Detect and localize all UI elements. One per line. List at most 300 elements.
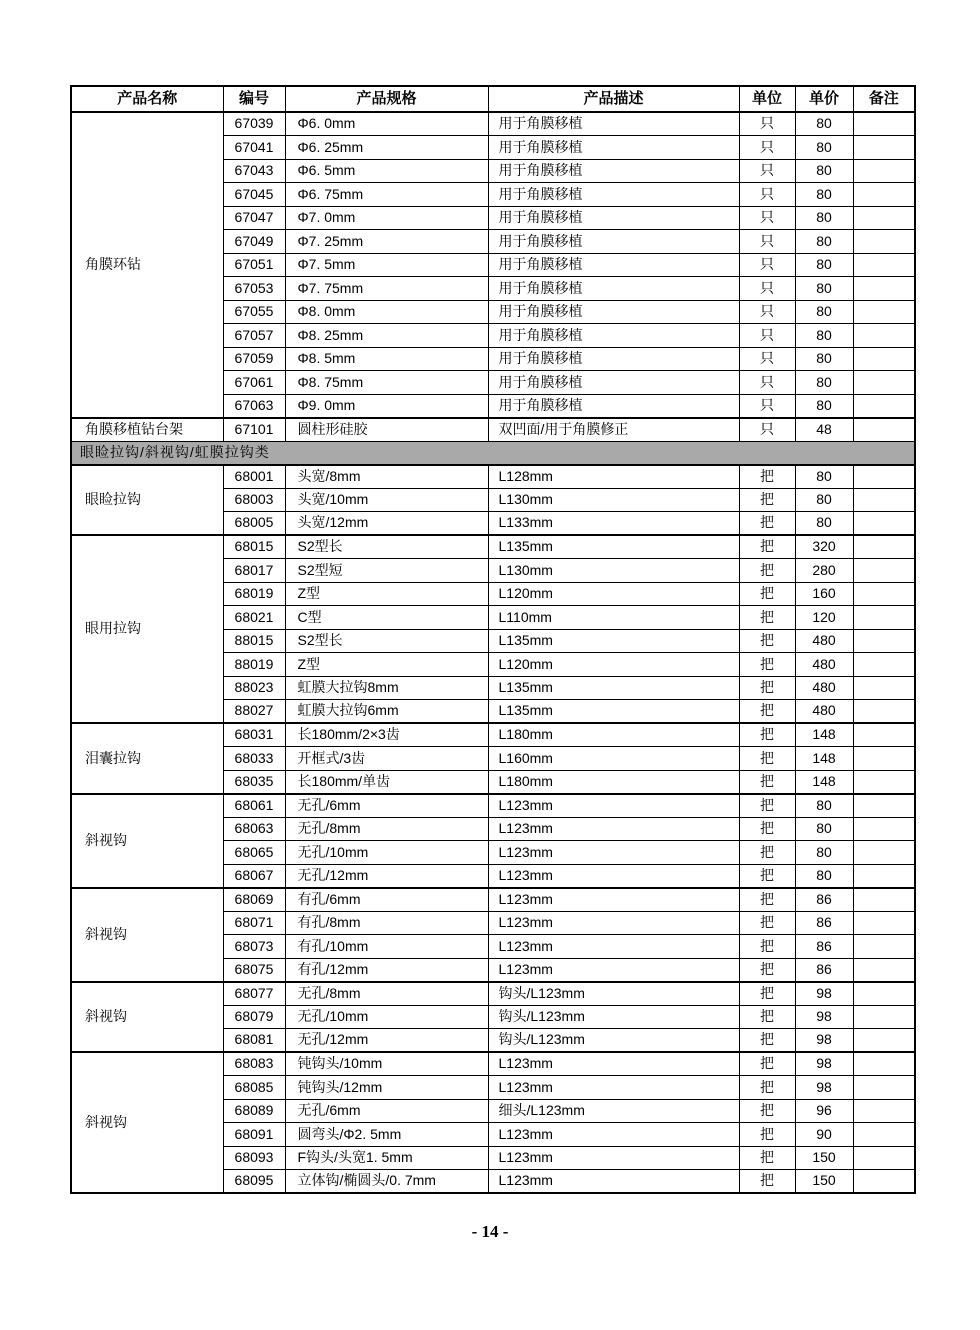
product-desc-cell: 用于角膜移植 — [488, 300, 739, 324]
product-spec-cell: Φ7. 0mm — [285, 206, 488, 230]
unit-cell: 把 — [739, 888, 795, 912]
remark-cell — [853, 1076, 915, 1100]
unit-cell: 把 — [739, 629, 795, 653]
col-header-code: 编号 — [223, 86, 285, 112]
product-code-cell: 68067 — [223, 864, 285, 888]
product-desc-cell: L123mm — [488, 841, 739, 865]
product-desc-cell: 用于角膜移植 — [488, 394, 739, 418]
table-row — [71, 1052, 915, 1076]
unit-price-cell: 80 — [795, 159, 853, 183]
product-desc-cell: 用于角膜移植 — [488, 206, 739, 230]
unit-cell: 把 — [739, 864, 795, 888]
product-desc-cell: L123mm — [488, 1123, 739, 1147]
product-spec-cell: 无孔/8mm — [285, 982, 488, 1006]
unit-cell: 把 — [739, 465, 795, 489]
product-code-cell: 67055 — [223, 300, 285, 324]
section-banner: 眼睑拉钩/斜视钩/虹膜拉钩类 — [71, 441, 915, 465]
unit-cell: 把 — [739, 1123, 795, 1147]
unit-price-cell: 80 — [795, 841, 853, 865]
product-code-cell: 68077 — [223, 982, 285, 1006]
product-spec-cell: 无孔/10mm — [285, 1005, 488, 1029]
unit-cell: 只 — [739, 324, 795, 348]
col-header-unit: 单位 — [739, 86, 795, 112]
product-desc-cell: 双凹面/用于角膜修正 — [488, 418, 739, 442]
remark-cell — [853, 488, 915, 512]
remark-cell — [853, 935, 915, 959]
product-code-cell: 68019 — [223, 582, 285, 606]
product-code-cell: 67057 — [223, 324, 285, 348]
product-code-cell: 68065 — [223, 841, 285, 865]
product-spec-cell: C型 — [285, 606, 488, 630]
product-code-cell: 68089 — [223, 1099, 285, 1123]
unit-price-cell: 80 — [795, 465, 853, 489]
product-code-cell: 68095 — [223, 1170, 285, 1194]
unit-price-cell: 120 — [795, 606, 853, 630]
remark-cell — [853, 136, 915, 160]
remark-cell — [853, 911, 915, 935]
remark-cell — [853, 582, 915, 606]
remark-cell — [853, 864, 915, 888]
product-spec-cell: Φ6. 75mm — [285, 183, 488, 207]
unit-price-cell: 148 — [795, 770, 853, 794]
remark-cell — [853, 629, 915, 653]
table-row — [71, 465, 915, 489]
product-name-cell: 斜视钩 — [71, 888, 223, 982]
product-desc-cell: L130mm — [488, 559, 739, 583]
product-code-cell: 68085 — [223, 1076, 285, 1100]
product-desc-cell: L123mm — [488, 888, 739, 912]
product-desc-cell: 用于角膜移植 — [488, 183, 739, 207]
unit-cell: 只 — [739, 347, 795, 371]
product-desc-cell: 用于角膜移植 — [488, 371, 739, 395]
product-spec-cell: F钩头/头宽1. 5mm — [285, 1146, 488, 1170]
product-desc-cell: L120mm — [488, 653, 739, 677]
unit-price-cell: 80 — [795, 864, 853, 888]
product-code-cell: 68035 — [223, 770, 285, 794]
product-spec-cell: 头宽/12mm — [285, 512, 488, 536]
unit-cell: 把 — [739, 512, 795, 536]
product-spec-cell: 无孔/12mm — [285, 1029, 488, 1053]
remark-cell — [853, 817, 915, 841]
product-desc-cell: L123mm — [488, 794, 739, 818]
product-code-cell: 67041 — [223, 136, 285, 160]
product-code-cell: 67049 — [223, 230, 285, 254]
remark-cell — [853, 770, 915, 794]
product-desc-cell: L123mm — [488, 1170, 739, 1194]
remark-cell — [853, 418, 915, 442]
product-desc-cell: 细头/L123mm — [488, 1099, 739, 1123]
unit-cell: 只 — [739, 230, 795, 254]
product-desc-cell: 钩头/L123mm — [488, 982, 739, 1006]
product-code-cell: 67063 — [223, 394, 285, 418]
unit-cell: 只 — [739, 418, 795, 442]
product-name-cell: 泪囊拉钩 — [71, 723, 223, 794]
table-row — [71, 982, 915, 1006]
unit-price-cell: 80 — [795, 794, 853, 818]
product-code-cell: 88019 — [223, 653, 285, 677]
unit-price-cell: 80 — [795, 277, 853, 301]
product-spec-cell: Φ7. 25mm — [285, 230, 488, 254]
unit-price-cell: 98 — [795, 1076, 853, 1100]
product-spec-cell: Φ6. 5mm — [285, 159, 488, 183]
remark-cell — [853, 723, 915, 747]
unit-price-cell: 86 — [795, 935, 853, 959]
product-name-cell: 眼睑拉钩 — [71, 465, 223, 536]
product-code-cell: 68003 — [223, 488, 285, 512]
product-code-cell: 68017 — [223, 559, 285, 583]
table-row — [71, 112, 915, 136]
product-desc-cell: L130mm — [488, 488, 739, 512]
remark-cell — [853, 1005, 915, 1029]
unit-cell: 把 — [739, 770, 795, 794]
product-code-cell: 67043 — [223, 159, 285, 183]
unit-price-cell: 96 — [795, 1099, 853, 1123]
unit-cell: 把 — [739, 559, 795, 583]
product-code-cell: 88015 — [223, 629, 285, 653]
product-code-cell: 68091 — [223, 1123, 285, 1147]
product-spec-cell: Φ7. 75mm — [285, 277, 488, 301]
product-spec-cell: Φ8. 0mm — [285, 300, 488, 324]
product-desc-cell: 用于角膜移植 — [488, 159, 739, 183]
product-code-cell: 67051 — [223, 253, 285, 277]
product-spec-cell: Φ6. 0mm — [285, 112, 488, 136]
unit-cell: 把 — [739, 723, 795, 747]
unit-price-cell: 320 — [795, 535, 853, 559]
product-code-cell: 68069 — [223, 888, 285, 912]
product-code-cell: 67061 — [223, 371, 285, 395]
remark-cell — [853, 512, 915, 536]
remark-cell — [853, 841, 915, 865]
product-spec-cell: 头宽/10mm — [285, 488, 488, 512]
col-header-unit-price: 单价 — [795, 86, 853, 112]
unit-price-cell: 480 — [795, 700, 853, 724]
page-number: - 14 - — [471, 1222, 509, 1241]
product-spec-cell: S2型短 — [285, 559, 488, 583]
product-name-cell: 角膜移植钻台架 — [71, 418, 223, 442]
product-code-cell: 68083 — [223, 1052, 285, 1076]
unit-price-cell: 150 — [795, 1146, 853, 1170]
unit-cell: 把 — [739, 1052, 795, 1076]
product-spec-cell: 立体钩/椭圆头/0. 7mm — [285, 1170, 488, 1194]
unit-price-cell: 80 — [795, 488, 853, 512]
product-spec-cell: 圆柱形硅胶 — [285, 418, 488, 442]
unit-cell: 把 — [739, 535, 795, 559]
product-desc-cell: L160mm — [488, 747, 739, 771]
product-spec-cell: S2型长 — [285, 535, 488, 559]
product-desc-cell: 用于角膜移植 — [488, 253, 739, 277]
product-desc-cell: L120mm — [488, 582, 739, 606]
remark-cell — [853, 1099, 915, 1123]
section-banner-row — [71, 441, 915, 465]
unit-price-cell: 86 — [795, 888, 853, 912]
product-code-cell: 68081 — [223, 1029, 285, 1053]
unit-cell: 把 — [739, 1146, 795, 1170]
unit-price-cell: 80 — [795, 394, 853, 418]
product-code-cell: 67039 — [223, 112, 285, 136]
remark-cell — [853, 535, 915, 559]
table-row — [71, 794, 915, 818]
remark-cell — [853, 1029, 915, 1053]
unit-cell: 把 — [739, 935, 795, 959]
unit-price-cell: 148 — [795, 723, 853, 747]
product-spec-cell: 无孔/8mm — [285, 817, 488, 841]
remark-cell — [853, 1052, 915, 1076]
unit-cell: 把 — [739, 747, 795, 771]
unit-price-cell: 150 — [795, 1170, 853, 1194]
unit-cell: 把 — [739, 676, 795, 700]
unit-cell: 把 — [739, 982, 795, 1006]
product-desc-cell: L123mm — [488, 1076, 739, 1100]
product-desc-cell: L135mm — [488, 676, 739, 700]
unit-cell: 把 — [739, 841, 795, 865]
product-desc-cell: L110mm — [488, 606, 739, 630]
unit-cell: 只 — [739, 371, 795, 395]
product-spec-cell: Φ7. 5mm — [285, 253, 488, 277]
product-desc-cell: 钩头/L123mm — [488, 1005, 739, 1029]
remark-cell — [853, 958, 915, 982]
product-desc-cell: 钩头/L123mm — [488, 1029, 739, 1053]
product-code-cell: 68001 — [223, 465, 285, 489]
product-desc-cell: L123mm — [488, 1146, 739, 1170]
product-spec-cell: Z型 — [285, 653, 488, 677]
product-code-cell: 68061 — [223, 794, 285, 818]
table-row — [71, 723, 915, 747]
remark-cell — [853, 324, 915, 348]
remark-cell — [853, 676, 915, 700]
product-code-cell: 68005 — [223, 512, 285, 536]
table-row — [71, 418, 915, 442]
unit-cell: 只 — [739, 300, 795, 324]
remark-cell — [853, 747, 915, 771]
unit-price-cell: 148 — [795, 747, 853, 771]
table-row — [71, 888, 915, 912]
unit-cell: 把 — [739, 817, 795, 841]
product-desc-cell: L123mm — [488, 911, 739, 935]
product-desc-cell: L135mm — [488, 700, 739, 724]
unit-cell: 只 — [739, 112, 795, 136]
unit-price-cell: 48 — [795, 418, 853, 442]
product-desc-cell: L180mm — [488, 723, 739, 747]
product-code-cell: 88023 — [223, 676, 285, 700]
unit-price-cell: 90 — [795, 1123, 853, 1147]
col-header-product-name: 产品名称 — [71, 86, 223, 112]
product-name-cell: 斜视钩 — [71, 794, 223, 888]
remark-cell — [853, 1146, 915, 1170]
product-spec-cell: 有孔/10mm — [285, 935, 488, 959]
unit-price-cell: 98 — [795, 1005, 853, 1029]
remark-cell — [853, 1170, 915, 1194]
unit-price-cell: 80 — [795, 817, 853, 841]
unit-cell: 只 — [739, 394, 795, 418]
remark-cell — [853, 253, 915, 277]
unit-cell: 把 — [739, 1170, 795, 1194]
product-desc-cell: L180mm — [488, 770, 739, 794]
remark-cell — [853, 159, 915, 183]
unit-price-cell: 80 — [795, 347, 853, 371]
remark-cell — [853, 700, 915, 724]
unit-price-cell: 80 — [795, 324, 853, 348]
product-desc-cell: 用于角膜移植 — [488, 112, 739, 136]
remark-cell — [853, 300, 915, 324]
product-spec-cell: Φ9. 0mm — [285, 394, 488, 418]
product-code-cell: 68021 — [223, 606, 285, 630]
remark-cell — [853, 888, 915, 912]
product-name-cell: 斜视钩 — [71, 982, 223, 1053]
remark-cell — [853, 277, 915, 301]
product-spec-cell: 无孔/10mm — [285, 841, 488, 865]
product-spec-cell: Φ8. 25mm — [285, 324, 488, 348]
product-spec-cell: 有孔/6mm — [285, 888, 488, 912]
unit-price-cell: 80 — [795, 230, 853, 254]
unit-cell: 只 — [739, 277, 795, 301]
product-desc-cell: 用于角膜移植 — [488, 230, 739, 254]
unit-price-cell: 98 — [795, 982, 853, 1006]
product-code-cell: 88027 — [223, 700, 285, 724]
remark-cell — [853, 653, 915, 677]
product-code-cell: 68063 — [223, 817, 285, 841]
unit-price-cell: 480 — [795, 629, 853, 653]
product-spec-cell: 头宽/8mm — [285, 465, 488, 489]
unit-cell: 把 — [739, 911, 795, 935]
unit-price-cell: 80 — [795, 183, 853, 207]
product-code-cell: 68071 — [223, 911, 285, 935]
remark-cell — [853, 206, 915, 230]
unit-cell: 把 — [739, 653, 795, 677]
unit-cell: 把 — [739, 1005, 795, 1029]
remark-cell — [853, 794, 915, 818]
unit-cell: 只 — [739, 136, 795, 160]
product-desc-cell: L128mm — [488, 465, 739, 489]
unit-cell: 把 — [739, 582, 795, 606]
unit-price-cell: 80 — [795, 512, 853, 536]
product-code-cell: 67059 — [223, 347, 285, 371]
header-row — [71, 86, 915, 112]
unit-price-cell: 80 — [795, 253, 853, 277]
product-spec-cell: 虹膜大拉钩6mm — [285, 700, 488, 724]
product-code-cell: 68093 — [223, 1146, 285, 1170]
catalog-table-body — [71, 112, 915, 1193]
remark-cell — [853, 112, 915, 136]
unit-price-cell: 98 — [795, 1029, 853, 1053]
unit-price-cell: 86 — [795, 911, 853, 935]
product-code-cell: 67045 — [223, 183, 285, 207]
product-code-cell: 67053 — [223, 277, 285, 301]
unit-cell: 把 — [739, 1076, 795, 1100]
product-code-cell: 68075 — [223, 958, 285, 982]
product-spec-cell: 无孔/12mm — [285, 864, 488, 888]
col-header-remark: 备注 — [853, 86, 915, 112]
product-spec-cell: Φ6. 25mm — [285, 136, 488, 160]
product-spec-cell: 无孔/6mm — [285, 794, 488, 818]
product-spec-cell: S2型长 — [285, 629, 488, 653]
unit-cell: 把 — [739, 1099, 795, 1123]
product-spec-cell: 圆弯头/Φ2. 5mm — [285, 1123, 488, 1147]
product-desc-cell: L123mm — [488, 958, 739, 982]
product-desc-cell: L135mm — [488, 629, 739, 653]
product-desc-cell: L135mm — [488, 535, 739, 559]
unit-cell: 只 — [739, 253, 795, 277]
unit-price-cell: 80 — [795, 371, 853, 395]
product-desc-cell: 用于角膜移植 — [488, 324, 739, 348]
unit-cell: 只 — [739, 183, 795, 207]
remark-cell — [853, 394, 915, 418]
product-code-cell: 68031 — [223, 723, 285, 747]
remark-cell — [853, 982, 915, 1006]
product-desc-cell: 用于角膜移植 — [488, 277, 739, 301]
product-name-cell: 角膜环钻 — [71, 112, 223, 418]
product-desc-cell: L123mm — [488, 1052, 739, 1076]
remark-cell — [853, 1123, 915, 1147]
product-code-cell: 68073 — [223, 935, 285, 959]
product-spec-cell: 开框式/3齿 — [285, 747, 488, 771]
remark-cell — [853, 371, 915, 395]
product-catalog-table — [70, 85, 916, 1194]
remark-cell — [853, 606, 915, 630]
product-desc-cell: 用于角膜移植 — [488, 347, 739, 371]
unit-cell: 只 — [739, 206, 795, 230]
product-desc-cell: L133mm — [488, 512, 739, 536]
unit-price-cell: 80 — [795, 136, 853, 160]
product-name-cell: 眼用拉钩 — [71, 535, 223, 723]
unit-cell: 把 — [739, 606, 795, 630]
product-code-cell: 68033 — [223, 747, 285, 771]
unit-cell: 把 — [739, 700, 795, 724]
col-header-description: 产品描述 — [488, 86, 739, 112]
unit-cell: 把 — [739, 1029, 795, 1053]
product-spec-cell: 无孔/6mm — [285, 1099, 488, 1123]
unit-cell: 把 — [739, 794, 795, 818]
product-spec-cell: Z型 — [285, 582, 488, 606]
unit-price-cell: 480 — [795, 676, 853, 700]
unit-cell: 把 — [739, 488, 795, 512]
product-code-cell: 68079 — [223, 1005, 285, 1029]
unit-price-cell: 80 — [795, 206, 853, 230]
product-spec-cell: 虹膜大拉钩8mm — [285, 676, 488, 700]
unit-cell: 只 — [739, 159, 795, 183]
product-spec-cell: 钝钩头/10mm — [285, 1052, 488, 1076]
unit-price-cell: 80 — [795, 112, 853, 136]
unit-price-cell: 98 — [795, 1052, 853, 1076]
remark-cell — [853, 347, 915, 371]
remark-cell — [853, 465, 915, 489]
unit-price-cell: 480 — [795, 653, 853, 677]
product-name-cell: 斜视钩 — [71, 1052, 223, 1193]
remark-cell — [853, 559, 915, 583]
product-spec-cell: 有孔/8mm — [285, 911, 488, 935]
unit-cell: 把 — [739, 958, 795, 982]
product-desc-cell: L123mm — [488, 935, 739, 959]
product-desc-cell: L123mm — [488, 864, 739, 888]
unit-price-cell: 86 — [795, 958, 853, 982]
product-spec-cell: 有孔/12mm — [285, 958, 488, 982]
product-spec-cell: 长180mm/单齿 — [285, 770, 488, 794]
remark-cell — [853, 230, 915, 254]
unit-price-cell: 280 — [795, 559, 853, 583]
col-header-spec: 产品规格 — [285, 86, 488, 112]
product-code-cell: 67101 — [223, 418, 285, 442]
product-spec-cell: 长180mm/2×3齿 — [285, 723, 488, 747]
product-desc-cell: L123mm — [488, 817, 739, 841]
product-desc-cell: 用于角膜移植 — [488, 136, 739, 160]
product-code-cell: 68015 — [223, 535, 285, 559]
product-code-cell: 67047 — [223, 206, 285, 230]
table-row — [71, 535, 915, 559]
product-spec-cell: 钝钩头/12mm — [285, 1076, 488, 1100]
remark-cell — [853, 183, 915, 207]
unit-price-cell: 160 — [795, 582, 853, 606]
product-spec-cell: Φ8. 5mm — [285, 347, 488, 371]
product-spec-cell: Φ8. 75mm — [285, 371, 488, 395]
